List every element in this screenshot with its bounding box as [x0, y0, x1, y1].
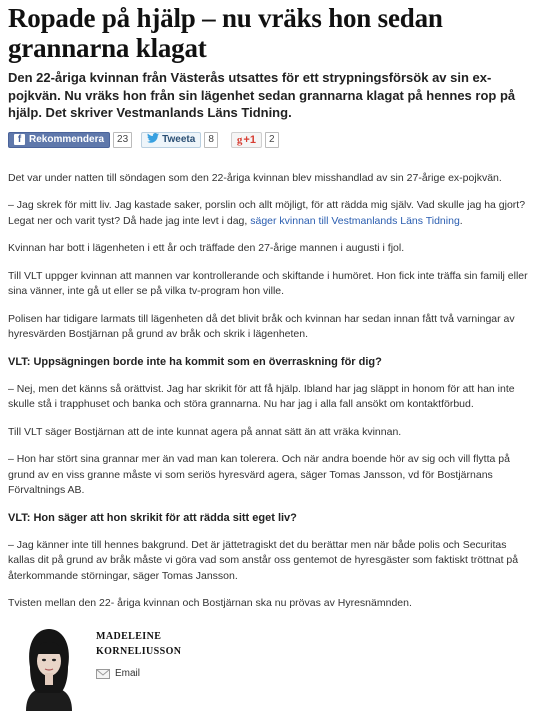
facebook-count: 23 [113, 132, 132, 148]
author-email-link[interactable] [96, 668, 140, 679]
author-email-label: Email [115, 668, 141, 679]
twitter-bird-icon [147, 132, 159, 148]
paragraph-2 [8, 198, 532, 229]
author-box [16, 621, 316, 711]
author-first-name: MADELEINE [96, 631, 162, 642]
article-page [0, 3, 540, 711]
article-lead: Den 22-åriga kvinnan från Västerås utsattes för ett strypningsförsök av sin ex-pojkvän. Nu vräks hon från sin lägenhet sedan grannarna klagat på hennes rop på hjälp. Det skriver Vestmanlands Läns Tidning. [8, 70, 516, 120]
facebook-recommend-label: Rekommendera [29, 133, 105, 145]
author-avatar [16, 621, 82, 711]
author-name [96, 629, 181, 659]
google-plus-label: +1 [243, 133, 256, 146]
paragraph-4: Till VLT uppger kvinnan att mannen var kontrollerande och skiftande i humöret. Hon fick inte träffa sin familj eller sina vänner, inte gå ut eller se på vilka tv-program hon ville. [8, 269, 528, 297]
paragraph-6: – Nej, men det känns så orättvist. Jag har skrikit för att få hjälp. Ibland har jag släppt in honom för att han inte skulle stå i trapphuset och banka och störa grannarna. Nu har jag i alla fall ansökt om kontaktförbud. [8, 382, 515, 410]
paragraph-5: Polisen har tidigare larmats till lägenheten då det blivit bråk och kvinnan har sedan innan fått två varningar av hyresvärden Bostjärnan på grund av bråk och skrik i lägenheten. [8, 312, 515, 340]
google-plus-button[interactable] [231, 132, 262, 148]
paragraph-3: Kvinnan har bott i lägenheten i ett år och träffade den 27-årige mannen i augusti i fjol. [8, 242, 405, 254]
tweet-label: Tweeta [162, 133, 196, 145]
paragraph-9: – Jag känner inte till hennes bakgrund. Det är jättetragiskt det du berättar men när både polis och Securitas kallas dit på grund av bråk måste vi göra vad som anstår oss gentemot de hyresgäster som faktiskt tröttnat på återkommande störningar, säger Tomas Jansson. [8, 538, 519, 582]
facebook-recommend-button[interactable] [8, 132, 110, 148]
tweet-count: 8 [204, 132, 218, 148]
question-1: VLT: Uppsägningen borde inte ha kommit som en överraskning för dig? [8, 355, 382, 368]
vlt-source-link[interactable]: säger kvinnan till Vestmanlands Läns Tidning [250, 214, 460, 227]
question-2: VLT: Hon säger att hon skrikit för att rädda sitt eget liv? [8, 511, 297, 524]
article-title: Ropade på hjälp – nu vräks hon sedan grannarna klagat [8, 3, 443, 63]
paragraph-8: – Hon har stört sina grannar mer än vad man kan tolerera. Och när andra boende hör av sig och vill flytta på grund av en viss granne måste vi som seriös hyresvärd agera, säger Tomas Jansson, vd för Bostjärnans Förvaltnings AB. [8, 453, 510, 496]
facebook-icon: f [14, 134, 25, 145]
paragraph-10: Tvisten mellan den 22- åriga kvinnan och Bostjärnan ska nu prövas av Hyresnämnden. [8, 597, 412, 609]
envelope-icon [96, 669, 110, 679]
author-last-name: KORNELIUSSON [96, 646, 182, 657]
paragraph-7: Till VLT säger Bostjärnan att de inte kunnat agera på annat sätt än att vräka kvinnan. [8, 425, 402, 438]
paragraph-2-text: – Jag skrek för mitt liv. Jag kastade saker, porslin och allt möjligt, för att rädda mig själv. Vad skulle jag ha gjort? Legat ner och varit tyst? Då hade jag inte levt i dag, [8, 199, 526, 227]
google-plus-count: 2 [265, 132, 279, 148]
tweet-button[interactable] [141, 132, 201, 148]
google-plus-icon: g [236, 133, 243, 146]
paragraph-1: Det var under natten till söndagen som den 22-åriga kvinnan blev misshandlad av sin 27-årige ex-pojkvän. [8, 171, 502, 184]
share-bar [8, 131, 532, 149]
paragraph-2-end: . [459, 214, 463, 227]
